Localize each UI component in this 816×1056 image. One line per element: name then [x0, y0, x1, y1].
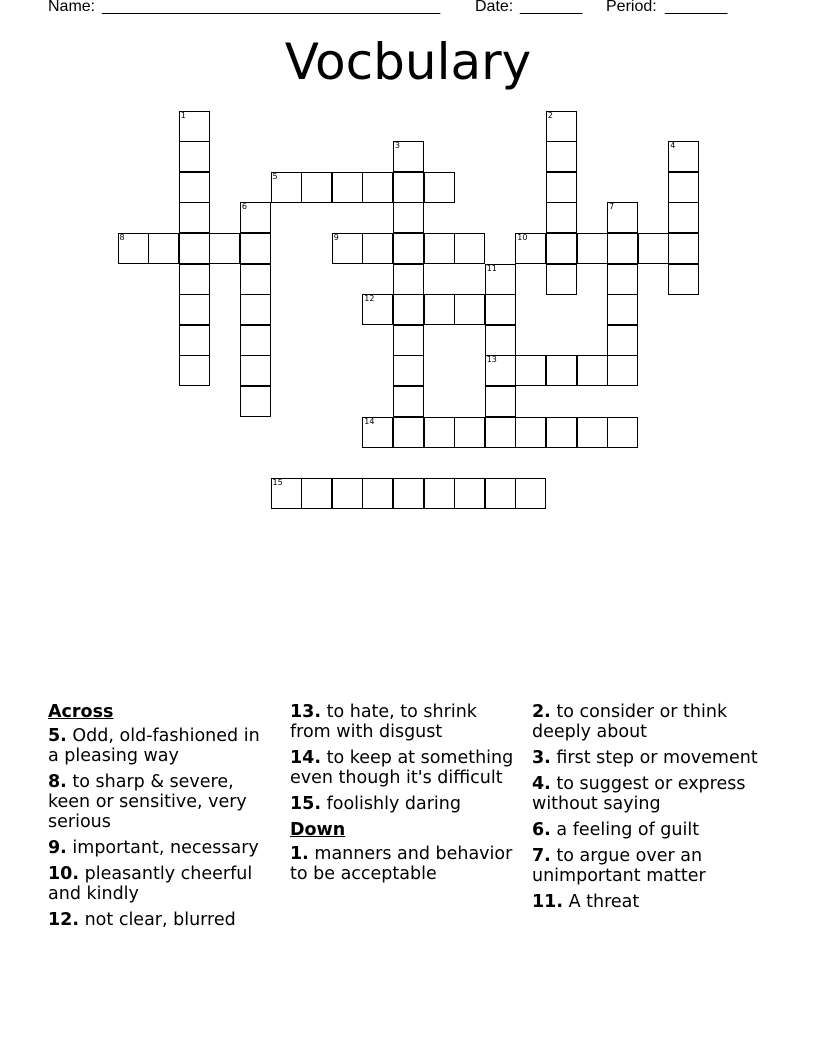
crossword-cell[interactable] [546, 417, 577, 448]
clue-text: to keep at something even though it's difficult [290, 748, 514, 788]
crossword-cell[interactable] [607, 355, 638, 386]
clue-down-7 [532, 846, 762, 886]
crossword-cell[interactable] [393, 478, 424, 509]
crossword-cell[interactable] [607, 264, 638, 295]
crossword-cell[interactable] [393, 386, 424, 417]
cell-number: 13 [486, 355, 497, 365]
clue-text: a feeling of guilt [556, 820, 700, 840]
crossword-cell[interactable] [546, 202, 577, 233]
clue-number: 14. [290, 748, 322, 768]
crossword-cell[interactable] [546, 141, 577, 172]
crossword-cell[interactable] [546, 111, 577, 142]
down-heading: Down [290, 820, 346, 840]
crossword-cell[interactable] [638, 233, 669, 264]
clue-text: A threat [568, 892, 640, 912]
crossword-cell[interactable] [485, 325, 516, 356]
crossword-cell[interactable] [668, 264, 699, 295]
crossword-cell[interactable] [240, 264, 271, 295]
clue-down-2 [532, 702, 762, 742]
clue-text: manners and behavior to be acceptable [290, 844, 513, 884]
clue-down-4 [532, 774, 762, 814]
crossword-cell[interactable] [179, 111, 210, 142]
crossword-cell[interactable] [577, 233, 608, 264]
crossword-cell[interactable] [607, 202, 638, 233]
crossword-cell[interactable] [668, 141, 699, 172]
crossword-cell[interactable] [546, 233, 577, 264]
date-field[interactable]: _______ [520, 0, 583, 15]
crossword-cell[interactable] [362, 294, 393, 325]
clue-number: 6. [532, 820, 551, 840]
clue-down-11 [532, 892, 762, 912]
clue-number: 4. [532, 774, 551, 794]
crossword-cell[interactable] [179, 172, 210, 203]
clue-across-5 [48, 726, 273, 766]
period-field[interactable]: _______ [665, 0, 728, 15]
crossword-cell[interactable] [393, 264, 424, 295]
crossword-cell[interactable] [485, 264, 516, 295]
crossword-cell[interactable] [424, 233, 455, 264]
cell-number: 5 [272, 171, 278, 181]
crossword-cell[interactable] [179, 355, 210, 386]
clue-number: 5. [48, 726, 67, 746]
cell-number: 4 [670, 141, 676, 151]
clue-text: to consider or think deeply about [532, 702, 728, 742]
crossword-cell[interactable] [546, 264, 577, 295]
crossword-cell[interactable] [179, 294, 210, 325]
clue-down-3 [532, 748, 762, 768]
crossword-cell[interactable] [454, 233, 485, 264]
crossword-cell[interactable] [179, 325, 210, 356]
crossword-cell[interactable] [515, 355, 546, 386]
clue-text: Odd, old-fashioned in a pleasing way [48, 726, 260, 766]
crossword-cell[interactable] [485, 478, 516, 509]
crossword-cell[interactable] [393, 294, 424, 325]
clue-text: to suggest or express without saying [532, 774, 746, 814]
crossword-cell[interactable] [515, 478, 546, 509]
crossword-cell[interactable] [240, 355, 271, 386]
crossword-cell[interactable] [271, 172, 302, 203]
crossword-cell[interactable] [424, 172, 455, 203]
crossword-cell[interactable] [179, 202, 210, 233]
crossword-cell[interactable] [332, 478, 363, 509]
cell-number: 2 [547, 110, 553, 120]
clue-text: to sharp & severe, keen or sensitive, very serious [48, 772, 247, 832]
cell-number: 9 [333, 232, 339, 242]
crossword-cell[interactable] [393, 202, 424, 233]
crossword-cell[interactable] [485, 386, 516, 417]
clue-number: 10. [48, 864, 80, 884]
crossword-cell[interactable] [607, 417, 638, 448]
crossword-cell[interactable] [332, 233, 363, 264]
clue-number: 15. [290, 794, 322, 814]
crossword-cell[interactable] [362, 417, 393, 448]
cell-number: 1 [180, 110, 186, 120]
crossword-cell[interactable] [393, 172, 424, 203]
clue-across-8 [48, 772, 273, 832]
cell-number: 8 [119, 232, 125, 242]
clue-number: 3. [532, 748, 551, 768]
crossword-cell[interactable] [240, 325, 271, 356]
cell-number: 3 [394, 141, 400, 151]
crossword-cell[interactable] [179, 264, 210, 295]
crossword-cell[interactable] [393, 141, 424, 172]
crossword-cell[interactable] [393, 233, 424, 264]
crossword-cell[interactable] [118, 233, 149, 264]
crossword-cell[interactable] [179, 233, 210, 264]
crossword-cell[interactable] [454, 478, 485, 509]
crossword-cell[interactable] [362, 233, 393, 264]
crossword-cell[interactable] [393, 355, 424, 386]
crossword-cell[interactable] [607, 233, 638, 264]
clue-across-14 [290, 748, 520, 788]
crossword-cell[interactable] [301, 478, 332, 509]
crossword-cell[interactable] [454, 294, 485, 325]
clue-down-6 [532, 820, 762, 840]
cell-number: 12 [364, 294, 375, 304]
cell-number: 15 [272, 477, 283, 487]
crossword-cell[interactable] [546, 172, 577, 203]
clue-number: 11. [532, 892, 564, 912]
crossword-cell[interactable] [393, 325, 424, 356]
clue-number: 12. [48, 910, 80, 930]
crossword-cell[interactable] [668, 233, 699, 264]
crossword-cell[interactable] [362, 478, 393, 509]
crossword-cell[interactable] [424, 478, 455, 509]
clue-across-9 [48, 838, 273, 858]
clue-across-13 [290, 702, 520, 742]
across-heading: Across [48, 702, 114, 722]
page-title: Vocbulary [284, 33, 532, 91]
cell-number: 10 [517, 232, 528, 242]
crossword-cell[interactable] [240, 202, 271, 233]
name-field[interactable]: ______________________________________ [102, 0, 441, 15]
clue-number: 9. [48, 838, 67, 858]
clue-text: first step or movement [556, 748, 758, 768]
clue-number: 1. [290, 844, 309, 864]
crossword-cell[interactable] [668, 202, 699, 233]
crossword-cell[interactable] [485, 417, 516, 448]
crossword-cell[interactable] [301, 172, 332, 203]
clue-number: 2. [532, 702, 551, 722]
cell-number: 7 [609, 202, 615, 212]
clue-across-15 [290, 794, 520, 814]
cell-number: 6 [241, 202, 247, 212]
clue-number: 8. [48, 772, 67, 792]
clue-across-12 [48, 910, 273, 930]
crossword-cell[interactable] [515, 233, 546, 264]
crossword-cell[interactable] [424, 294, 455, 325]
crossword-cell[interactable] [424, 417, 455, 448]
crossword-cell[interactable] [668, 172, 699, 203]
clue-number: 7. [532, 846, 551, 866]
clue-text: not clear, blurred [84, 910, 236, 930]
crossword-cell[interactable] [577, 417, 608, 448]
clue-down-1 [290, 844, 520, 884]
name-label: Name: [48, 0, 96, 15]
crossword-cell[interactable] [577, 355, 608, 386]
clue-text: pleasantly cheerful and kindly [48, 864, 253, 904]
crossword-cell[interactable] [240, 233, 271, 264]
crossword-cell[interactable] [332, 172, 363, 203]
clue-number: 13. [290, 702, 322, 722]
crossword-cell[interactable] [485, 355, 516, 386]
clues-column-1 [48, 702, 273, 936]
crossword-cell[interactable] [546, 355, 577, 386]
clue-text: to hate, to shrink from with disgust [290, 702, 477, 742]
crossword-cell[interactable] [271, 478, 302, 509]
crossword-cell[interactable] [454, 417, 485, 448]
date-label: Date: [475, 0, 514, 15]
cell-number: 14 [364, 416, 375, 426]
clue-text: foolishly daring [326, 794, 461, 814]
crossword-cell[interactable] [209, 233, 240, 264]
crossword-cell[interactable] [393, 417, 424, 448]
clue-text: important, necessary [72, 838, 259, 858]
crossword-cell[interactable] [515, 417, 546, 448]
clue-text: to argue over an unimportant matter [532, 846, 706, 886]
crossword-cell[interactable] [179, 141, 210, 172]
crossword-cell[interactable] [240, 386, 271, 417]
cell-number: 11 [486, 263, 497, 273]
crossword-cell[interactable] [240, 294, 271, 325]
crossword-cell[interactable] [362, 172, 393, 203]
crossword-cell[interactable] [607, 325, 638, 356]
crossword-cell[interactable] [485, 294, 516, 325]
clue-across-10 [48, 864, 273, 904]
crossword-cell[interactable] [607, 294, 638, 325]
crossword-cell[interactable] [148, 233, 179, 264]
clues-column-2 [290, 702, 520, 890]
clues-column-3 [532, 702, 762, 918]
period-label: Period: [606, 0, 657, 15]
